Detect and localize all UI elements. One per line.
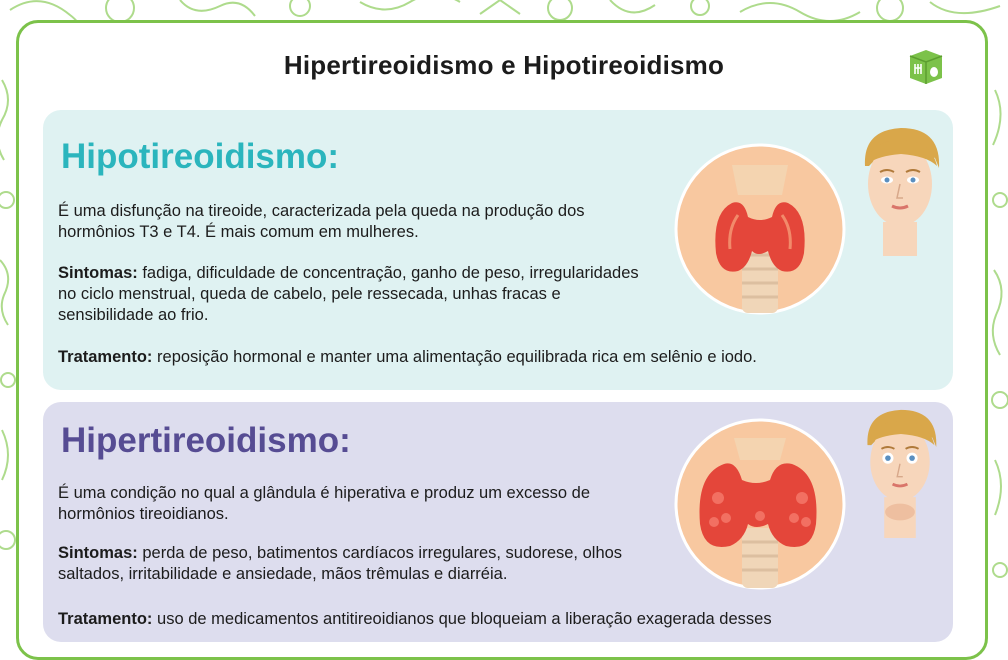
hyperthyroidism-symptoms (58, 543, 668, 585)
page-title: Hipertireoidismo e Hipotireoidismo (283, 50, 725, 80)
hyperthyroidism-treatment (58, 609, 938, 630)
hyperthyroid-gland-illustration (674, 418, 846, 590)
treatment-label: Tratamento: (58, 348, 153, 366)
hyperthyroidism-title: Hipertireoidismo: (61, 421, 351, 460)
hypothyroidism-treatment (58, 347, 938, 368)
hypothyroidism-symptoms (58, 263, 658, 326)
symptoms-text: perda de peso, batimentos cardíacos irregulares, sudorese, olhos saltados, irritabilidade e ansiedade, mãos trêmulas e diarréia. (58, 544, 623, 583)
symptoms-label: Sintomas: (58, 264, 138, 282)
hyperthyroid-face-illustration (857, 408, 943, 538)
hypothyroidism-section (43, 110, 953, 390)
hypothyroid-face-illustration (857, 126, 943, 256)
hypothyroidism-title: Hipotireoidismo: (61, 137, 340, 176)
hypothyroidism-description: É uma disfunção na tireoide, caracterizada pela queda na produção dos hormônios T3 e T4. É mais comum em mulheres. (58, 202, 585, 241)
food-box-logo-icon (906, 46, 946, 86)
treatment-label: Tratamento: (58, 610, 153, 628)
symptoms-label: Sintomas: (58, 544, 138, 562)
hypothyroid-gland-illustration (674, 143, 846, 315)
treatment-text: uso de medicamentos antitireoidianos que bloqueiam a liberação exagerada desses (152, 610, 772, 628)
hyperthyroidism-section (43, 402, 953, 642)
treatment-text: reposição hormonal e manter uma alimentação equilibrada rica em selênio e iodo. (152, 348, 757, 366)
symptoms-text: fadiga, dificuldade de concentração, ganho de peso, irregularidades no ciclo menstrual, queda de cabelo, pele ressecada, unhas fracas e sensibilidade ao frio. (58, 264, 639, 324)
hyperthyroidism-description: É uma condição no qual a glândula é hiperativa e produz um excesso de hormônios tireoidianos. (58, 484, 591, 523)
